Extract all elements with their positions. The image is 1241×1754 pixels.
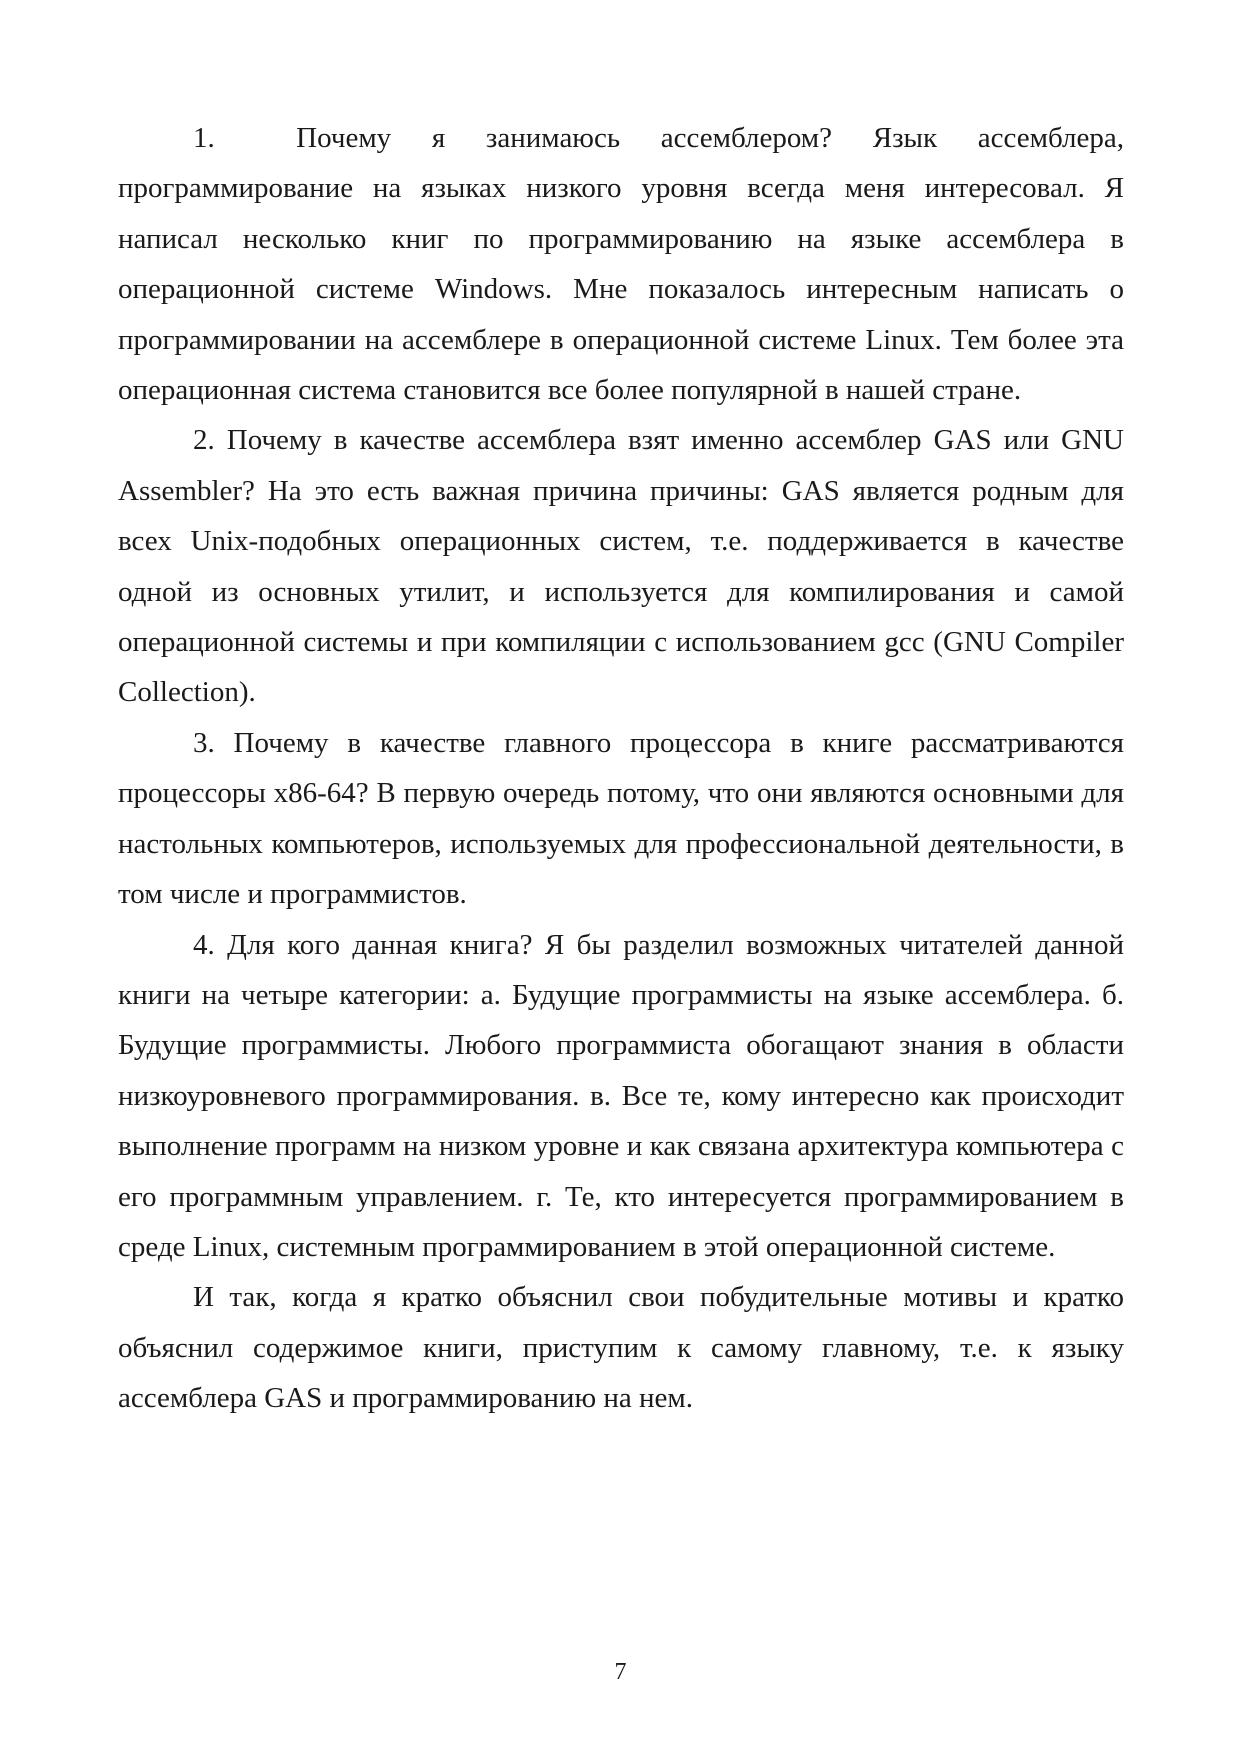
paragraph-target-audience: 4. Для кого данная книга? Я бы разделил возможных читателей данной книги на четыре категории: а. Будущие программисты на языке ассемблера. б. Будущие программисты. Любого программиста обогащают знания в области низкоуровневого программирования. в. Все те, кому интересно как происходит выполнение программ на низком уровне и как связана архитектура компьютера с его программным управлением. г. Те, кто интересуется программированием в среде Linux, системным программированием в этой операционной системе.	[118, 928, 1124, 1263]
paragraph-why-gas: 2. Почему в качестве ассемблера взят именно ассемблер GAS или GNU Assembler? На это есть важная причина причины: GAS является родным для всех Unix-подобных операционных систем, т.е. поддерживается в качестве одной из основных утилит, и используется для компилирования и самой операционной системы и при компиляции с использованием gcc (GNU Compiler Collection).	[118, 424, 1124, 709]
body-text	[118, 113, 1124, 1424]
paragraph-why-x86-64: 3. Почему в качестве главного процессора в книге рассматриваются процессоры x86-64? В первую очередь потому, что они являются основными для настольных компьютеров, используемых для профессиональной деятельности, в том числе и программистов.	[118, 726, 1124, 911]
paragraph-why-assembler: 1. Почему я занимаюсь ассемблером? Язык ассемблера, программирование на языках низкого уровня всегда меня интересовал. Я написал несколько книг по программированию на языке ассемблера в операционной системе Windows. Мне показалось интересным написать о программировании на ассемблере в операционной системе Linux. Тем более эта операционная система становится все более популярной в нашей стране.	[118, 122, 1124, 407]
paragraph-conclusion: И так, когда я кратко объяснил свои побудительные мотивы и кратко объяснил содержимое книги, приступим к самому главному, т.е. к языку ассемблера GAS и программированию на нем.	[118, 1281, 1124, 1415]
page-number: 7	[614, 1659, 627, 1685]
